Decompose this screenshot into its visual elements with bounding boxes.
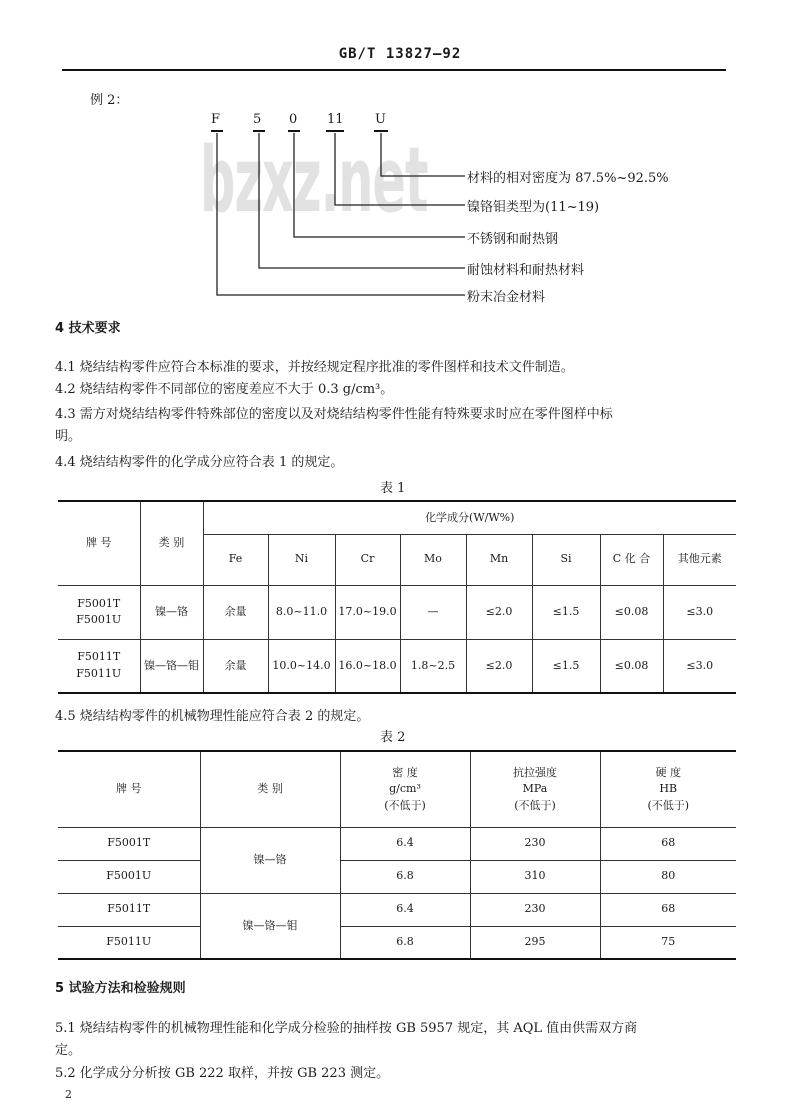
value-cell: 10.0~14.0 [268, 639, 335, 693]
code-5: 5 [253, 112, 262, 127]
code-u: U [375, 112, 386, 127]
section-5-title: 5 试验方法和检验规则 [55, 981, 186, 996]
table-row [58, 827, 736, 860]
value-cell: 6.4 [340, 893, 470, 926]
table-row [58, 585, 736, 639]
value-cell: 80 [600, 860, 736, 893]
leader-line-11 [335, 133, 465, 205]
value-cell: 6.8 [340, 926, 470, 959]
type-cell: 镍—铬—钼 [200, 893, 340, 959]
clause-4-1: 4.1 烧结结构零件应符合本标准的要求，并按经规定程序批准的零件图样和技术文件制造。 [55, 360, 574, 375]
leader-line-0 [294, 133, 465, 237]
value-cell: 295 [470, 926, 600, 959]
grade-cell: F5011T F5011U [58, 639, 140, 693]
meaning-type: 镍铬钼类型为(11~19) [467, 200, 600, 215]
clause-5-2: 5.2 化学成分分析按 GB 222 取样，并按 GB 223 测定。 [55, 1066, 390, 1081]
value-cell: 230 [470, 827, 600, 860]
value-cell: 310 [470, 860, 600, 893]
grade-cell: F5001T F5001U [58, 585, 140, 639]
col-header: Fe [203, 534, 268, 585]
clause-4-2: 4.2 烧结结构零件不同部位的密度差应不大于 0.3 g/cm³。 [55, 382, 394, 397]
col-header-grade: 牌 号 [58, 501, 140, 585]
value-cell: 6.4 [340, 827, 470, 860]
col-header: Mo [400, 534, 466, 585]
value-cell: 75 [600, 926, 736, 959]
example-label: 例 2： [90, 93, 129, 108]
col-header: 硬 度 HB (不低于) [600, 751, 736, 827]
col-header: 抗拉强度 MPa (不低于) [470, 751, 600, 827]
table-row [58, 893, 736, 926]
value-cell: ≤2.0 [466, 639, 532, 693]
value-cell: 17.0~19.0 [335, 585, 400, 639]
grade-cell: F5001U [58, 860, 200, 893]
clause-4-3: 4.3 需方对烧结结构零件特殊部位的密度以及对烧结结构零件性能有特殊要求时应在零件图样中标 [55, 407, 613, 422]
grade-cell: F5011T [58, 893, 200, 926]
value-cell: 68 [600, 827, 736, 860]
meaning-corrosion: 耐蚀材料和耐热材料 [467, 263, 585, 278]
value-cell: 8.0~11.0 [268, 585, 335, 639]
col-header: 类 别 [200, 751, 340, 827]
code-0: 0 [289, 112, 298, 127]
table-row [58, 639, 736, 693]
leader-line-u [381, 133, 465, 176]
clause-5-1: 5.1 烧结结构零件的机械物理性能和化学成分检验的抽样按 GB 5957 规定，其 AQL 值由供需双方商 [55, 1021, 638, 1036]
table-row [58, 926, 736, 959]
value-cell: ≤3.0 [663, 585, 736, 639]
col-header-type: 类 别 [140, 501, 203, 585]
code-f: F [211, 112, 221, 127]
value-cell: ≤1.5 [532, 639, 600, 693]
value-cell: 16.0~18.0 [335, 639, 400, 693]
table-row [58, 860, 736, 893]
value-cell: 68 [600, 893, 736, 926]
value-cell: 余量 [203, 639, 268, 693]
col-header-chem: 化学成分(W/W%) [203, 501, 736, 534]
col-header: Ni [268, 534, 335, 585]
value-cell: 余量 [203, 585, 268, 639]
clause-5-1-cont: 定。 [55, 1043, 82, 1058]
col-header: 其他元素 [663, 534, 736, 585]
value-cell: 1.8~2.5 [400, 639, 466, 693]
section-4-title: 4 技术要求 [55, 321, 121, 336]
table2-caption: 表 2 [380, 730, 406, 745]
col-header: Cr [335, 534, 400, 585]
grade-cell: F5011U [58, 926, 200, 959]
value-cell: ≤0.08 [600, 585, 663, 639]
clause-4-3-cont: 明。 [55, 429, 82, 444]
leader-line-f [217, 133, 465, 295]
meaning-density: 材料的相对密度为 87.5%~92.5% [467, 171, 669, 186]
code-diagram [0, 0, 800, 320]
value-cell: ≤3.0 [663, 639, 736, 693]
col-header: Mn [466, 534, 532, 585]
grade-cell: F5001T [58, 827, 200, 860]
value-cell: 6.8 [340, 860, 470, 893]
table1-caption: 表 1 [380, 481, 406, 496]
value-cell: 230 [470, 893, 600, 926]
col-header: C 化 合 [600, 534, 663, 585]
page-number: 2 [65, 1088, 72, 1101]
type-cell: 镍—铬 [200, 827, 340, 893]
value-cell: ≤2.0 [466, 585, 532, 639]
leader-line-5 [259, 133, 465, 268]
meaning-pm: 粉末冶金材料 [467, 290, 546, 305]
watermark: bzxz.net [200, 128, 428, 233]
value-cell: ≤0.08 [600, 639, 663, 693]
type-cell: 镍—铬—钼 [140, 639, 203, 693]
meaning-steel: 不锈钢和耐热钢 [467, 232, 559, 247]
col-header: 密 度 g/cm³ (不低于) [340, 751, 470, 827]
clause-4-4: 4.4 烧结结构零件的化学成分应符合表 1 的规定。 [55, 455, 344, 470]
col-header: 牌 号 [58, 751, 200, 827]
value-cell: — [400, 585, 466, 639]
document-header: GB/T 13827—92 [338, 46, 462, 62]
code-11: 11 [327, 112, 344, 127]
type-cell: 镍—铬 [140, 585, 203, 639]
clause-4-5: 4.5 烧结结构零件的机械物理性能应符合表 2 的规定。 [55, 709, 370, 724]
col-header: Si [532, 534, 600, 585]
table-2 [58, 750, 736, 960]
value-cell: ≤1.5 [532, 585, 600, 639]
table-1 [58, 500, 736, 694]
